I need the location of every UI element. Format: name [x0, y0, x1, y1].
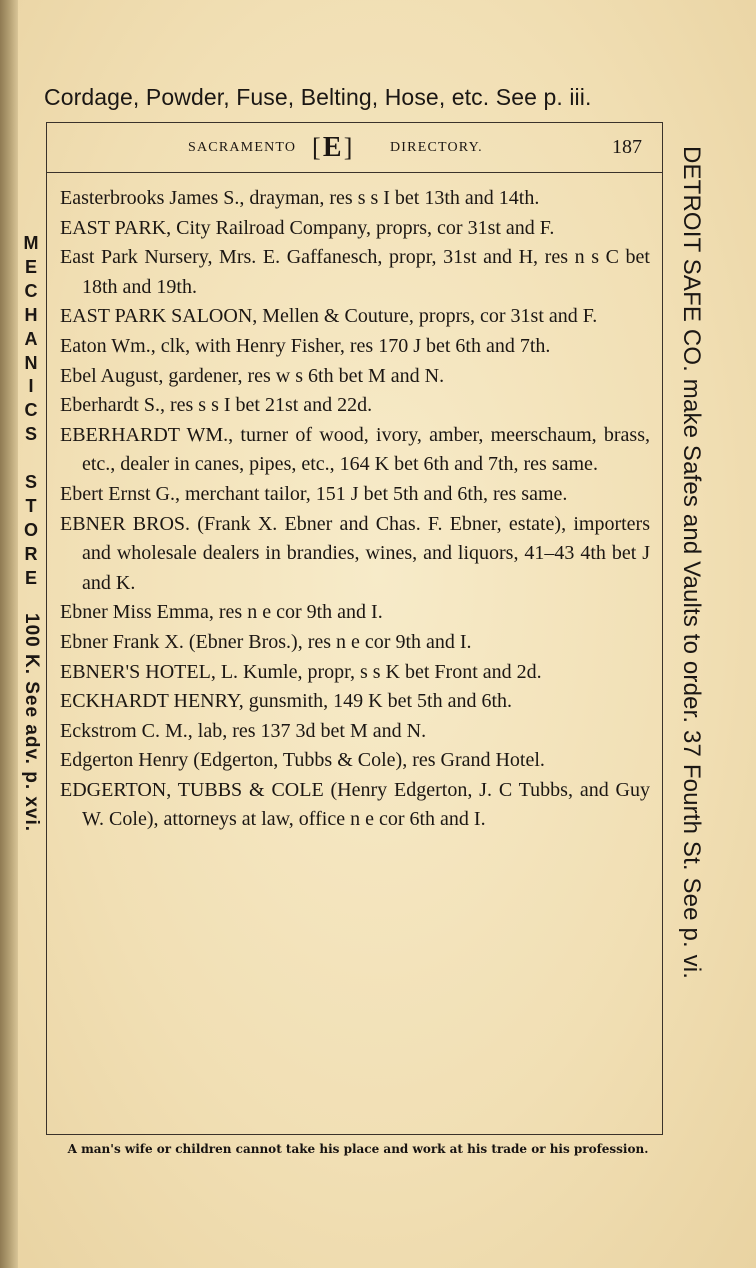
header-letter-section [312, 132, 352, 164]
directory-entry: East Park Nursery, Mrs. E. Gaffanesch, propr, 31st and H, res n s C bet 18th and 19th. [60, 246, 650, 298]
directory-entry: EAST PARK, City Railroad Company, proprs, cor 31st and F. [60, 216, 555, 239]
directory-entry: EBNER BROS. (Frank X. Ebner and Chas. F. Ebner, estate), importers and wholesale dealers in brandies, wines, and liquors, 41–43 4th bet J and K. [60, 512, 650, 594]
left-margin-advertisement [20, 232, 42, 993]
header-left-bracket: [ [312, 133, 321, 162]
stacked-letter: H [24, 304, 38, 325]
left-rotated-text: 100 K. See adv. p. xvi. [21, 612, 42, 832]
stacked-letter: O [23, 519, 38, 540]
header-letter: E [322, 132, 342, 163]
stacked-letter: M [23, 233, 39, 253]
stacked-letter: C [24, 280, 38, 301]
stacked-letter: N [24, 352, 38, 373]
header-city: SACRAMENTO [188, 140, 297, 155]
running-header [46, 132, 663, 173]
directory-entry: Edgerton Henry (Edgerton, Tubbs & Cole), res Grand Hotel. [60, 749, 545, 772]
top-advertisement-banner: Cordage, Powder, Fuse, Belting, Hose, etc. See p. iii. [44, 84, 592, 110]
stacked-letter: T [25, 495, 37, 516]
directory-entry: EBERHARDT WM., turner of wood, ivory, amber, meerschaum, brass, etc., dealer in canes, pipes, etc., 164 K bet 6th and 7th, res same. [60, 423, 650, 476]
directory-entry: EBNER'S HOTEL, L. Kumle, propr, s s K bet Front and 2d. [60, 660, 542, 683]
directory-entry: Ebel August, gardener, res w s 6th bet M and N. [60, 364, 445, 387]
header-right-bracket: ] [343, 133, 353, 162]
directory-entries [60, 184, 650, 835]
left-stacked-letters [20, 232, 42, 591]
stacked-letter: E [24, 567, 37, 588]
stacked-letter: C [24, 400, 38, 421]
stacked-letter [20, 447, 42, 471]
stacked-letter: S [24, 424, 37, 445]
book-spine-edge [0, 0, 18, 1268]
directory-entry: ECKHARDT HENRY, gunsmith, 149 K bet 5th and 6th. [60, 690, 513, 713]
right-margin-advertisement [672, 146, 710, 1106]
stacked-letter: I [28, 376, 34, 397]
directory-entry: Eckstrom C. M., lab, res 137 3d bet M and N. [60, 719, 427, 742]
stacked-letter: E [24, 256, 37, 277]
directory-entry: Eaton Wm., clk, with Henry Fisher, res 170 J bet 6th and 7th. [60, 334, 551, 357]
directory-entry: EAST PARK SALOON, Mellen & Couture, proprs, cor 31st and F. [60, 305, 598, 328]
directory-entry: Easterbrooks James S., drayman, res s s I bet 13th and 14th. [60, 187, 540, 209]
stacked-letter: S [24, 472, 37, 493]
page-number: 187 [612, 136, 642, 158]
header-directory-word: DIRECTORY. [390, 140, 483, 155]
stacked-letter: A [24, 328, 38, 349]
directory-entry: Ebert Ernst G., merchant tailor, 151 J bet 5th and 6th, res same. [60, 482, 568, 505]
footer-motto: A man's wife or children cannot take his place and work at his trade or his profession. [67, 1142, 649, 1156]
directory-entry: Ebner Frank X. (Ebner Bros.), res n e cor 9th and I. [60, 630, 472, 653]
stacked-letter: R [24, 543, 38, 564]
directory-entry: Eberhardt S., res s s I bet 21st and 22d. [60, 394, 373, 417]
directory-entry: EDGERTON, TUBBS & COLE (Henry Edgerton, J. C Tubbs, and Guy W. Cole), attorneys at law, office n e cor 6th and I. [60, 778, 650, 831]
right-rotated-text: DETROIT SAFE CO. make Safes and Vaults to order. 37 Fourth St. See p. vi. [678, 146, 705, 980]
directory-entry: Ebner Miss Emma, res n e cor 9th and I. [60, 601, 383, 624]
left-rotated-block [20, 613, 42, 993]
